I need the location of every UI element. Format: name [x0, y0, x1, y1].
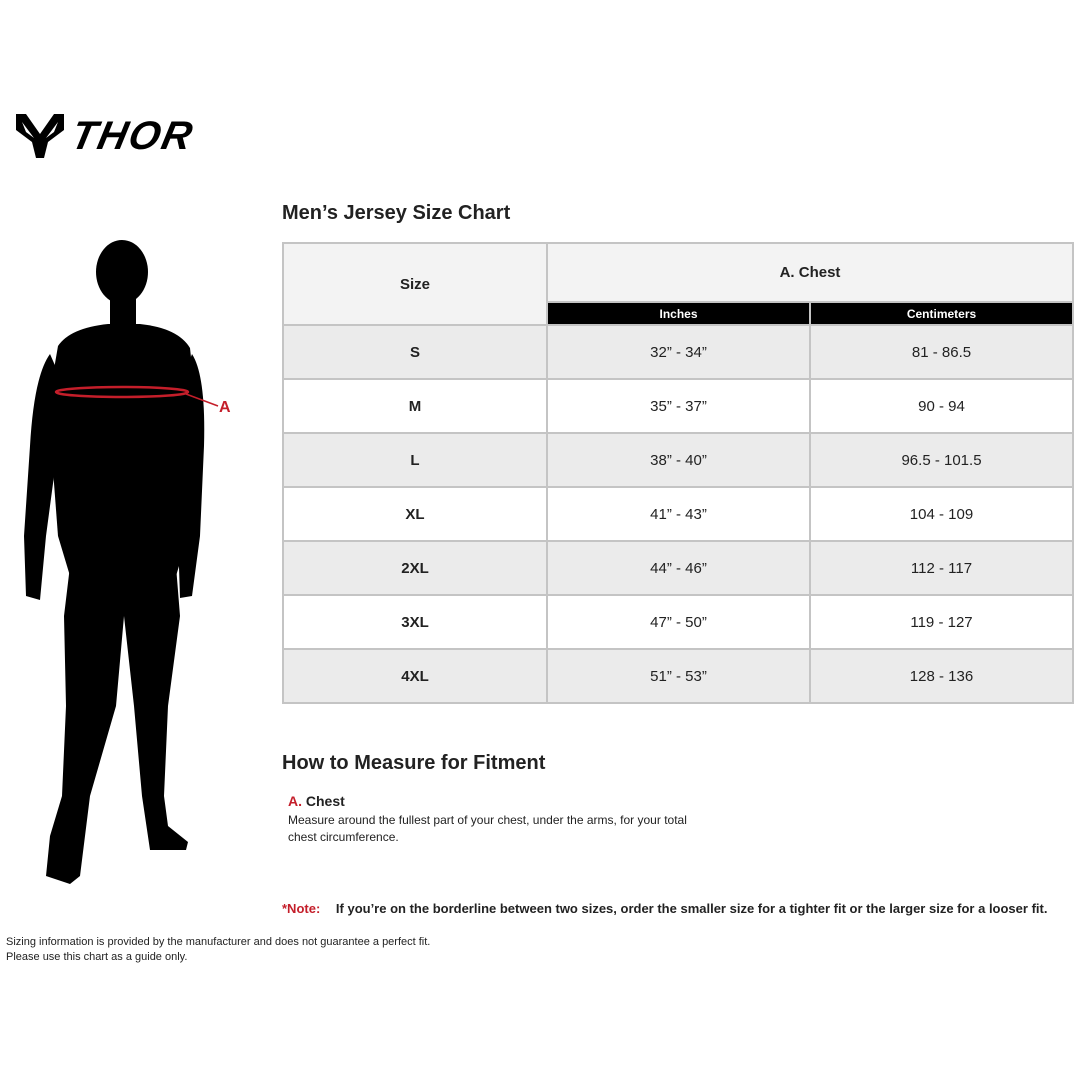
cm-cell: 90 - 94 [810, 379, 1073, 433]
inches-cell: 51” - 53” [547, 649, 810, 703]
size-cell: L [283, 433, 547, 487]
inches-cell: 44” - 46” [547, 541, 810, 595]
measure-description: Measure around the fullest part of your chest, under the arms, for your total chest circumference. [288, 813, 687, 844]
cm-cell: 96.5 - 101.5 [810, 433, 1073, 487]
inches-cell: 47” - 50” [547, 595, 810, 649]
measure-item-label [288, 793, 345, 809]
note-text: If you’re on the borderline between two sizes, order the smaller size for a tighter fit or the larger size for a looser fit. [335, 901, 1048, 916]
inches-cell: 41” - 43” [547, 487, 810, 541]
size-table [282, 242, 1074, 704]
size-cell: 2XL [283, 541, 547, 595]
disclaimer-line: Please use this chart as a guide only. [6, 951, 188, 963]
chest-group-header: A. Chest [547, 243, 1073, 302]
table-row [283, 487, 1073, 541]
table-row [283, 649, 1073, 703]
disclaimer [6, 935, 430, 965]
size-cell: XL [283, 487, 547, 541]
size-cell: 3XL [283, 595, 547, 649]
measure-heading: How to Measure for Fitment [282, 752, 546, 774]
size-cell: M [283, 379, 547, 433]
cm-cell: 112 - 117 [810, 541, 1073, 595]
brand-wordmark: THOR [67, 114, 199, 158]
chart-title: Men’s Jersey Size Chart [282, 202, 511, 224]
brand-logo [16, 112, 208, 160]
thor-emblem-icon [16, 112, 64, 160]
measure-item-name: Chest [305, 793, 345, 809]
table-row [283, 541, 1073, 595]
cm-cell: 128 - 136 [810, 649, 1073, 703]
table-row [283, 325, 1073, 379]
size-cell: 4XL [283, 649, 547, 703]
inches-cell: 38” - 40” [547, 433, 810, 487]
inches-cell: 35” - 37” [547, 379, 810, 433]
inches-cell: 32” - 34” [547, 325, 810, 379]
cm-cell: 104 - 109 [810, 487, 1073, 541]
note-label: *Note: [282, 901, 321, 916]
inches-column-header: Inches [547, 302, 810, 325]
chest-marker-label: A [219, 399, 231, 416]
sizing-note [282, 901, 1047, 916]
measure-item-letter: A. [288, 793, 302, 809]
table-row [283, 595, 1073, 649]
cm-cell: 119 - 127 [810, 595, 1073, 649]
size-column-header: Size [283, 243, 547, 325]
body-silhouette [0, 236, 250, 890]
centimeters-column-header: Centimeters [810, 302, 1073, 325]
table-row [283, 379, 1073, 433]
table-row [283, 433, 1073, 487]
disclaimer-line: Sizing information is provided by the manufacturer and does not guarantee a perfect fit. [6, 936, 431, 948]
cm-cell: 81 - 86.5 [810, 325, 1073, 379]
size-cell: S [283, 325, 547, 379]
